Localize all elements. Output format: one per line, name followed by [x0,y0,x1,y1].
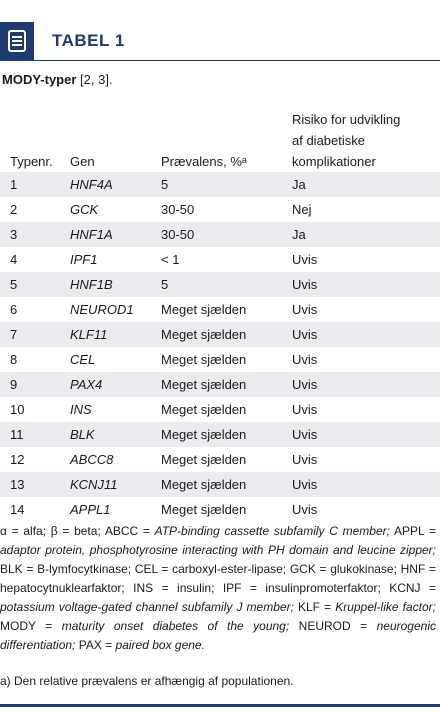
cell-gene: GCK [70,202,99,217]
cell-prevalence: 30-50 [161,227,195,242]
col-header-gene: Gen [70,154,95,169]
cell-prevalence: Meget sjælden [161,402,247,417]
cell-prevalence: Meget sjælden [161,452,247,467]
cell-risk: Ja [292,227,306,242]
table-row [0,422,440,447]
table-row [0,272,440,297]
cell-type: 4 [10,252,18,267]
cell-risk: Ja [292,177,306,192]
cell-risk: Uvis [292,377,318,392]
col-header-prevalence: Prævalens, %ᵃ [161,154,247,169]
footnote-italic: maturity onset diabetes of the young; [61,619,290,633]
footnote-text: α = alfa; β = beta; ABCC = [0,524,155,538]
cell-type: 3 [10,227,18,242]
document-list-icon [8,30,26,52]
cell-prevalence: Meget sjælden [161,352,247,367]
cell-gene: HNF1B [70,277,113,292]
cell-gene: CEL [70,352,96,367]
footnote-italic: Kruppel-like factor; [335,600,436,614]
table-row [0,247,440,272]
cell-gene: HNF4A [70,177,113,192]
cell-gene: HNF1A [70,227,113,242]
cell-risk: Uvis [292,327,318,342]
cell-type: 12 [10,452,25,467]
cell-prevalence: < 1 [161,252,180,267]
table-row [0,322,440,347]
table-row [0,222,440,247]
footnote-text: MODY = [0,619,62,633]
cell-type: 14 [10,502,25,517]
cell-gene: KLF11 [70,327,108,342]
cell-type: 6 [10,302,18,317]
cell-risk: Uvis [292,352,318,367]
cell-gene: BLK [70,427,95,442]
footnote-italic: ATP-binding cassette subfamily C member; [154,524,390,538]
footnote-italic: potassium voltage-gated channel subfamily J member; [0,600,294,614]
cell-gene: INS [70,402,92,417]
table-row [0,472,440,497]
cell-type: 8 [10,352,18,367]
table-title: TABEL 1 [52,31,125,50]
table-row [0,347,440,372]
cell-risk: Uvis [292,452,318,467]
table-row [0,197,440,222]
table-header [0,22,440,62]
table-row [0,172,440,197]
footnote-text: KLF = [293,600,336,614]
footnote-text: PAX = [75,638,116,652]
col-header-type: Typenr. [10,154,53,169]
footnote-italic: paired box gene. [115,638,205,652]
cell-gene: ABCC8 [70,452,114,467]
cell-gene: KCNJ11 [70,477,118,492]
table-row [0,372,440,397]
cell-prevalence: 30-50 [161,202,195,217]
caption-refs: [2, 3]. [76,72,113,87]
cell-risk: Uvis [292,302,318,317]
table-footnote [0,522,436,655]
table-row [0,297,440,322]
footnote-italic: adaptor protein, phosphotyrosine interacting with PH domain and leucine zipper; [0,543,436,557]
cell-type: 5 [10,277,18,292]
table-badge [0,22,34,60]
footnote-italic: neurogenic differentiation; [0,619,436,652]
cell-prevalence: Meget sjælden [161,502,247,517]
cell-prevalence: Meget sjælden [161,477,247,492]
cell-prevalence: 5 [161,277,169,292]
col-header-risk-line1: Risiko for udvikling [292,112,401,127]
cell-risk: Uvis [292,477,318,492]
footnote-text: APPL = [389,524,436,538]
cell-gene: PAX4 [70,377,103,392]
cell-type: 10 [10,402,25,417]
cell-gene: NEUROD1 [70,302,134,317]
cell-risk: Uvis [292,402,318,417]
cell-type: 9 [10,377,18,392]
cell-type: 1 [10,177,18,192]
bottom-divider [0,704,440,707]
cell-prevalence: 5 [161,177,169,192]
table-row [0,497,440,522]
cell-type: 7 [10,327,18,342]
col-header-risk-line2: af diabetiske [292,133,365,148]
cell-gene: APPL1 [70,502,111,517]
cell-risk: Uvis [292,277,318,292]
cell-prevalence: Meget sjælden [161,302,247,317]
col-header-risk-line3: komplikationer [292,154,376,169]
cell-risk: Uvis [292,252,318,267]
cell-type: 11 [10,427,24,442]
table-caption [2,72,113,87]
cell-type: 2 [10,202,18,217]
cell-risk: Uvis [292,502,318,517]
table-row [0,397,440,422]
cell-prevalence: Meget sjælden [161,427,247,442]
table-row [0,447,440,472]
header-divider [0,60,440,61]
cell-risk: Uvis [292,427,318,442]
cell-prevalence: Meget sjælden [161,377,247,392]
cell-gene: IPF1 [70,252,98,267]
footnote-a: a) Den relative prævalens er afhængig af populationen. [0,674,294,688]
cell-type: 13 [10,477,25,492]
footnote-text: BLK = B-lymfocytkinase; CEL = carboxyl-ester-lipase; GCK = glukokinase; HNF = hepatocytnuklearfaktor; INS = insulin; IPF = insulinpromoterfaktor; KCNJ = [0,562,436,595]
cell-prevalence: Meget sjælden [161,327,247,342]
footnote-text: NEUROD = [289,619,377,633]
cell-risk: Nej [292,202,312,217]
caption-bold: MODY-typer [2,72,77,87]
table-head [0,108,440,172]
